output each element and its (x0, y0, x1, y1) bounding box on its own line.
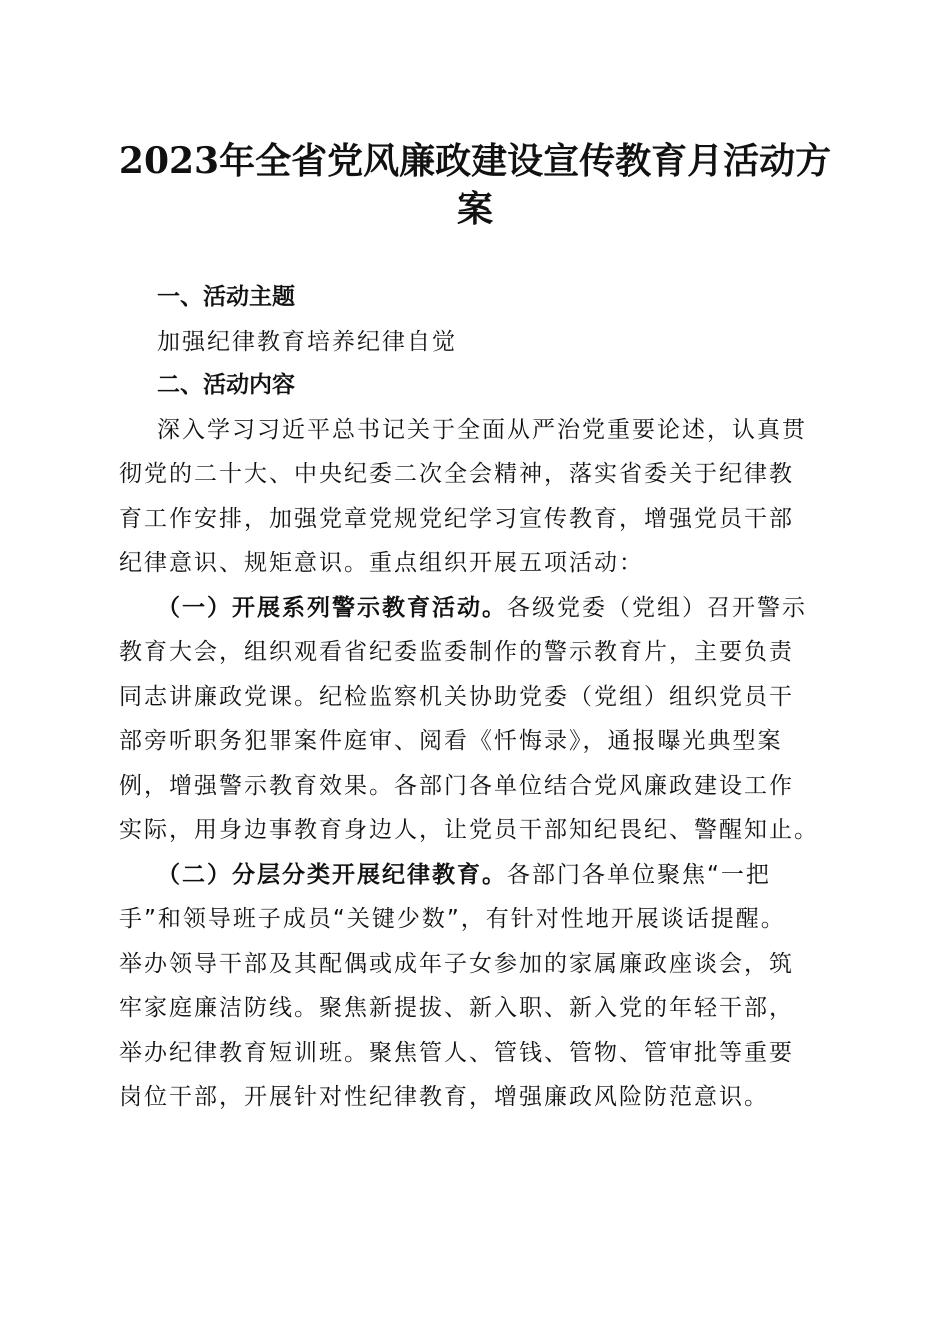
intro-line: 彻党的二十大、中央纪委二次全会精神，落实省委关于纪律教 (119, 461, 794, 487)
item-2-lead: （二）分层分类开展纪律教育。 (157, 862, 507, 888)
item-1-line: 部旁听职务犯罪案件庭审、阅看《忏悔录》，通报曝光典型案 (119, 728, 783, 754)
intro-line: 纪律意识、规矩意识。重点组织开展五项活动： (119, 550, 644, 576)
document-title-line-1: 2023年全省党风廉政建设宣传教育月活动方 (118, 140, 832, 182)
intro-line: 育工作安排，加强党章党规党纪学习宣传教育，增强党员干部 (119, 506, 794, 532)
item-1-line: 实际，用身边事教育身边人，让党员干部知纪畏纪、警醒知止。 (119, 817, 819, 843)
item-2-line: 举办领导干部及其配偶或成年子女参加的家属廉政座谈会，筑 (119, 951, 794, 977)
item-2-line: 手”和领导班子成员“关键少数”，有针对性地开展谈话提醒。 (119, 906, 786, 932)
item-1-lead-rest: 各级党委（党组）召开警示 (507, 595, 807, 621)
item-1-line: 同志讲廉政党课。纪检监察机关协助党委（党组）组织党员干 (119, 684, 794, 710)
section-heading-theme: 一、活动主题 (157, 284, 295, 310)
item-2-line: 举办纪律教育短训班。聚焦管人、管钱、管物、管审批等重要 (119, 1040, 794, 1066)
item-1-lead: （一）开展系列警示教育活动。 (157, 595, 507, 621)
intro-line: 深入学习习近平总书记关于全面从严治党重要论述，认真贯 (157, 417, 807, 443)
document-title-line-2: 案 (456, 188, 493, 230)
item-2-line: 牢家庭廉洁防线。聚焦新提拔、新入职、新入党的年轻干部， (119, 995, 794, 1021)
item-2-first-line (157, 860, 771, 890)
section-theme-body: 加强纪律教育培养纪律自觉 (157, 329, 457, 355)
item-1-line: 例，增强警示教育效果。各部门各单位结合党风廉政建设工作 (119, 773, 794, 799)
item-1-line: 教育大会，组织观看省纪委监委制作的警示教育片，主要负责 (119, 639, 794, 665)
section-heading-content: 二、活动内容 (157, 372, 295, 398)
item-2-line: 岗位干部，开展针对性纪律教育，增强廉政风险防范意识。 (119, 1084, 769, 1110)
item-1-first-line (157, 593, 807, 623)
item-2-lead-rest: 各部门各单位聚焦“一把 (507, 862, 771, 888)
